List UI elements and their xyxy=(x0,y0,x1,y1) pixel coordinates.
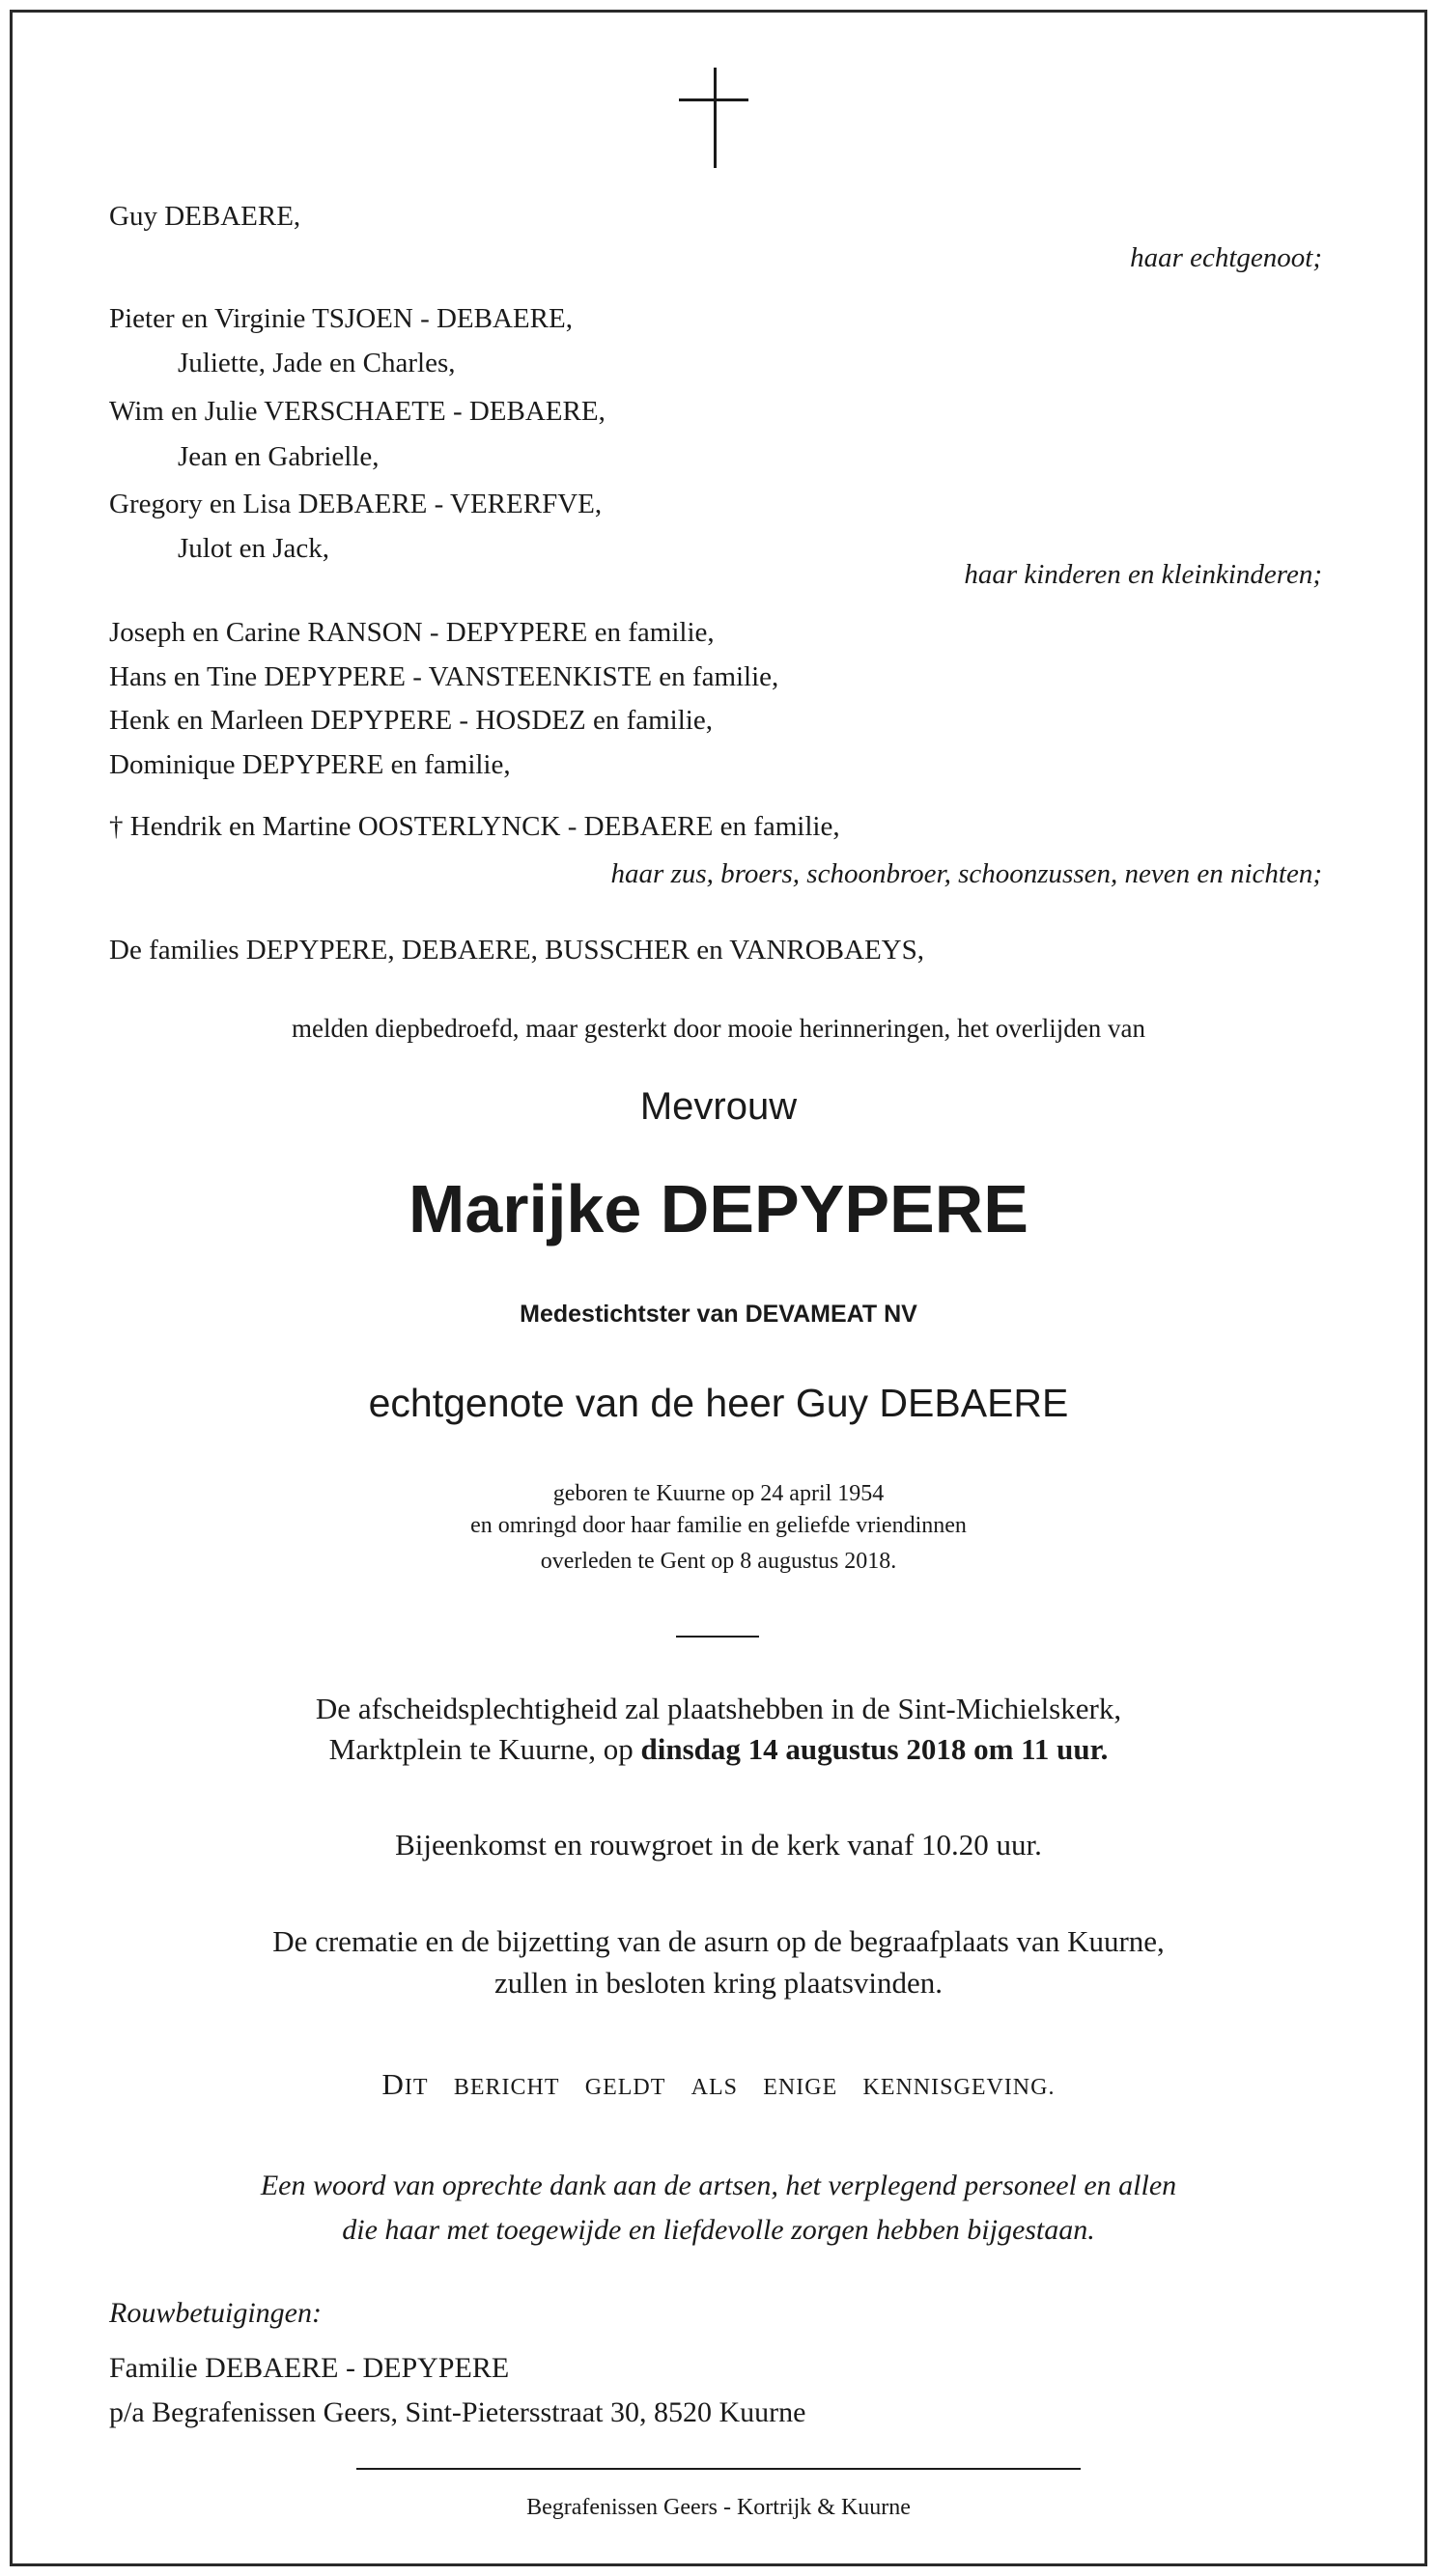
footer-credit: Begrafenissen Geers - Kortrijk & Kuurne xyxy=(526,2495,911,2520)
condolences-address: p/a Begrafenissen Geers, Sint-Pietersstraat 30, 8520 Kuurne xyxy=(109,2396,806,2428)
gathering-line: Bijeenkomst en rouwgroet in de kerk vanaf 10.20 uur. xyxy=(395,1828,1042,1862)
grandchildren-2: Jean en Gabrielle, xyxy=(178,441,380,472)
condolences-family: Familie DEBAERE - DEPYPERE xyxy=(109,2352,510,2384)
ceremony-line-2 xyxy=(0,1730,1437,1769)
notice-word-4: ALS xyxy=(690,2075,738,2100)
notice-word-3: GELDT xyxy=(584,2075,666,2100)
sibling-line-3: Henk en Marleen DEPYPERE - HOSDEZ en familie, xyxy=(109,705,713,736)
grandchildren-1: Juliette, Jade en Charles, xyxy=(178,348,456,378)
birth-line: geboren te Kuurne op 24 april 1954 xyxy=(552,1481,885,1506)
thanks-line-2: die haar met toegewijde en liefdevolle zorgen hebben bijgestaan. xyxy=(342,2214,1095,2246)
sibling-line-4: Dominique DEPYPERE en familie, xyxy=(109,749,511,780)
footer-rule xyxy=(356,2468,1081,2470)
sibling-line-1: Joseph en Carine RANSON - DEPYPERE en familie, xyxy=(109,617,715,648)
cremation-line-1: De crematie en de bijzetting van de asurn op de begraafplaats van Kuurne, xyxy=(272,1924,1165,1958)
sibling-line-2: Hans en Tine DEPYPERE - VANSTEENKISTE en familie, xyxy=(109,661,779,692)
ceremony-line-1: De afscheidsplechtigheid zal plaatshebben in de Sint-Michielskerk, xyxy=(315,1692,1122,1725)
notice xyxy=(0,2065,1437,2107)
spouse-name: Guy DEBAERE, xyxy=(109,201,301,232)
death-line: overleden te Gent op 8 augustus 2018. xyxy=(540,1549,897,1574)
siblings-role: haar zus, broers, schoonbroer, schoonzussen, neven en nichten; xyxy=(610,858,1322,889)
honorific: Mevrouw xyxy=(639,1085,798,1128)
deceased-name: Marijke DEPYPERE xyxy=(409,1171,1028,1246)
child-family-1: Pieter en Virginie TSJOEN - DEBAERE, xyxy=(109,303,573,334)
ceremony-datetime: dinsdag 14 augustus 2018 om 11 uur. xyxy=(640,1732,1109,1766)
notice-word-6: KENNISGEVING. xyxy=(862,2075,1056,2100)
families-line: De families DEPYPERE, DEBAERE, BUSSCHER en VANROBAEYS, xyxy=(109,935,925,966)
sibling-deceased-line: † Hendrik en Martine OOSTERLYNCK - DEBAERE en familie, xyxy=(109,811,840,842)
children-role: haar kinderen en kleinkinderen; xyxy=(964,559,1322,590)
notice-word-5: ENIGE xyxy=(763,2075,838,2100)
notice-word-1: DIT xyxy=(381,2067,429,2101)
child-family-2: Wim en Julie VERSCHAETE - DEBAERE, xyxy=(109,396,606,427)
condolences-heading: Rouwbetuigingen: xyxy=(109,2297,322,2329)
surrounded-line: en omringd door haar familie en geliefde vriendinnen xyxy=(470,1513,967,1538)
spouse-role: haar echtgenoot; xyxy=(1130,242,1322,273)
grandchildren-3: Julot en Jack, xyxy=(178,533,330,564)
deceased-title: Medestichtster van DEVAMEAT NV xyxy=(520,1301,917,1328)
ceremony-place: Marktplein te Kuurne, op xyxy=(328,1732,641,1766)
divider xyxy=(676,1636,759,1638)
child-family-3: Gregory en Lisa DEBAERE - VERERFVE, xyxy=(109,489,603,519)
notice-word-2: BERICHT xyxy=(453,2075,560,2100)
announcement: melden diepbedroefd, maar gesterkt door mooie herinneringen, het overlijden van xyxy=(292,1014,1145,1043)
spouse-line: echtgenote van de heer Guy DEBAERE xyxy=(368,1381,1069,1425)
cremation-line-2: zullen in besloten kring plaatsvinden. xyxy=(493,1966,944,2000)
thanks-line-1: Een woord van oprechte dank aan de artsen, het verplegend personeel en allen xyxy=(260,2170,1177,2201)
